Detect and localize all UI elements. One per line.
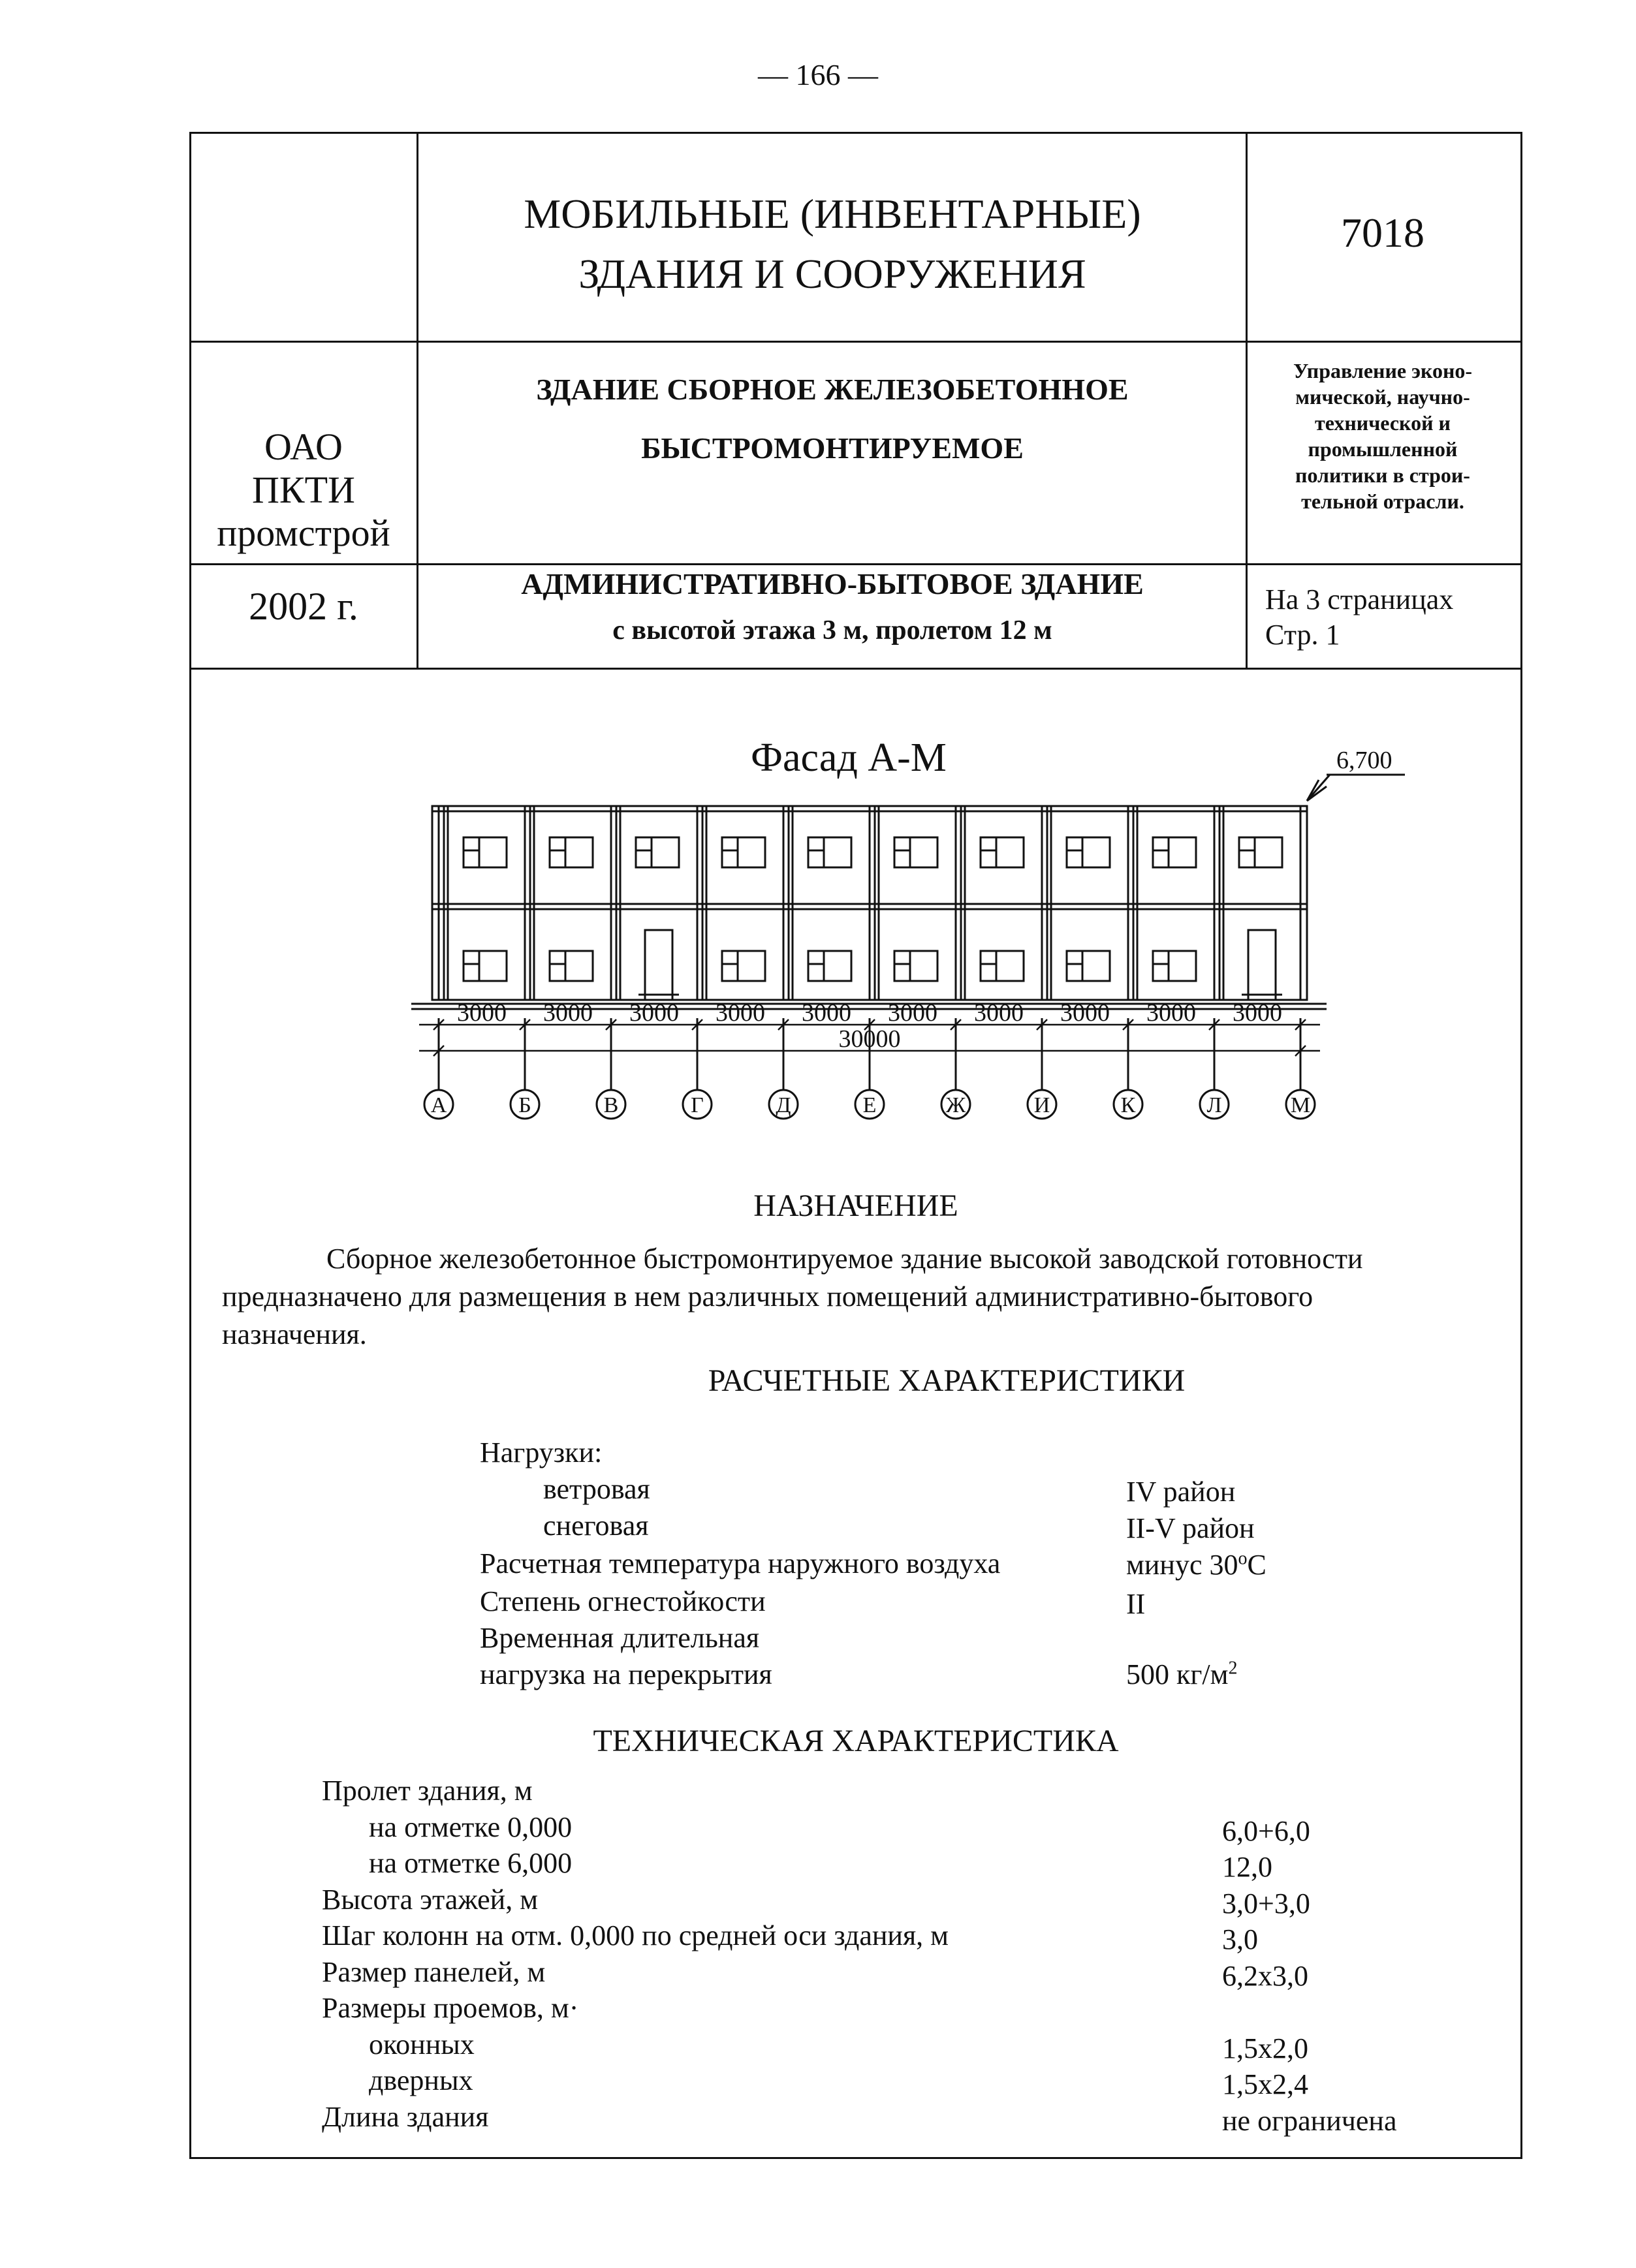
wind-label: ветровая <box>543 1473 650 1505</box>
page-number: — 166 — <box>758 58 878 91</box>
tech-row-value: 1,5x2,0 <box>1222 2032 1308 2064</box>
window <box>1067 837 1110 867</box>
tech-row-label: на отметке 6,000 <box>369 1847 573 1879</box>
org-line: ПКТИ <box>252 469 355 511</box>
door <box>1248 930 1276 1000</box>
purpose-line <box>222 1240 1515 1278</box>
title-block-divider <box>417 563 1520 565</box>
tech-heading: ТЕХНИЧЕСКАЯ ХАРАКТЕРИСТИКА <box>593 1724 1119 1758</box>
snow-label: снеговая <box>543 1510 649 1542</box>
bay-dimension: 3000 <box>543 999 593 1027</box>
series-title <box>418 184 1247 304</box>
tech-row-value: 3,0+3,0 <box>1222 1887 1310 1919</box>
tech-row-label: дверных <box>369 2064 473 2096</box>
fire-label: Степень огнестойкости <box>480 1585 766 1617</box>
ministry-line: Управление эконо- <box>1293 359 1473 382</box>
temp-label: Расчетная температура наружного воздуха <box>480 1547 1001 1579</box>
series-title-line: ЗДАНИЯ И СООРУЖЕНИЯ <box>578 251 1086 297</box>
window <box>722 837 765 867</box>
window <box>1153 837 1196 867</box>
window <box>1153 951 1196 981</box>
door <box>645 930 672 1000</box>
tech-row-value: 1,5x2,4 <box>1222 2068 1308 2100</box>
series-title-line: МОБИЛЬНЫЕ (ИНВЕНТАРНЫЕ) <box>524 191 1141 237</box>
page-index: Стр. 1 <box>1265 619 1340 651</box>
organization-name <box>191 426 417 555</box>
tech-row-value: 12,0 <box>1222 1851 1272 1883</box>
load-number: 500 кг/м <box>1126 1658 1229 1690</box>
title-block-divider <box>191 668 1520 670</box>
axis-label: А <box>430 1093 447 1117</box>
bay-dimension: 3000 <box>457 999 507 1027</box>
temp-number: минус 30 <box>1126 1549 1238 1581</box>
pages-info <box>1265 582 1453 653</box>
bay-dimension: 3000 <box>1060 999 1110 1027</box>
axis-label: Б <box>518 1093 531 1117</box>
window <box>808 837 851 867</box>
purpose-line: предназначено для размещения в нем различных помещений административно-бытового <box>222 1281 1314 1313</box>
ministry-line: технической и <box>1315 411 1451 435</box>
tech-row-value: 6,2x3,0 <box>1222 1959 1308 1992</box>
window <box>894 951 937 981</box>
tech-row-value: 6,0+6,0 <box>1222 1814 1310 1847</box>
subtitle-line: ЗДАНИЕ СБОРНОЕ ЖЕЛЕЗОБЕТОННОЕ <box>536 373 1129 406</box>
axis-label: К <box>1120 1093 1136 1117</box>
axis-label: М <box>1290 1093 1311 1117</box>
axis-label: Д <box>776 1093 791 1117</box>
design-heading: РАСЧЕТНЫЕ ХАРАКТЕРИСТИКИ <box>708 1363 1186 1398</box>
org-line: ОАО <box>264 426 343 468</box>
load-exponent: 2 <box>1228 1658 1238 1679</box>
year: 2002 г. <box>249 585 358 628</box>
fire-value: II <box>1126 1588 1146 1620</box>
axis-label: Л <box>1206 1093 1222 1117</box>
pages-count: На 3 страницах <box>1265 583 1454 615</box>
bay-dimension: 3000 <box>802 999 851 1027</box>
temp-unit: С <box>1247 1549 1266 1581</box>
window <box>894 837 937 867</box>
window <box>808 951 851 981</box>
window <box>636 837 679 867</box>
ministry-line: тельной отрасли. <box>1301 489 1464 513</box>
bay-dimension: 3000 <box>974 999 1024 1027</box>
tech-row-label: на отметке 0,000 <box>369 1810 573 1843</box>
bay-dimension: 3000 <box>1146 999 1196 1027</box>
ministry-line: политики в строи- <box>1295 463 1470 487</box>
window <box>464 951 507 981</box>
window <box>1239 837 1282 867</box>
title-block-divider <box>191 341 1520 343</box>
ministry-line: промышленной <box>1308 437 1458 461</box>
bay-dimension: 3000 <box>716 999 765 1027</box>
facade-drawing <box>189 724 1430 1129</box>
snow-value: II-V район <box>1126 1512 1255 1544</box>
total-dimension: 30000 <box>838 1025 901 1053</box>
tech-row-value: 3,0 <box>1222 1923 1258 1955</box>
org-line: промстрой <box>217 512 390 554</box>
building-title: АДМИНИСТРАТИВНО-БЫТОВОЕ ЗДАНИЕ <box>521 567 1144 600</box>
tech-row-label: Высота этажей, м <box>322 1883 539 1916</box>
building-subtitle: с высотой этажа 3 м, пролетом 12 м <box>612 615 1052 645</box>
temp-value: минус 30$^o$С <box>1126 1548 1266 1581</box>
long-load-label: нагрузка на перекрытия <box>480 1658 772 1690</box>
elevation-mark: 6,700 <box>1336 747 1392 774</box>
bay-dimension: 3000 <box>888 999 937 1027</box>
purpose-text <box>222 1240 1515 1354</box>
title-block-divider <box>191 563 417 565</box>
loads-label: Нагрузки: <box>480 1437 603 1468</box>
window <box>722 951 765 981</box>
axis-label: Г <box>691 1093 704 1117</box>
ministry-block <box>1244 358 1521 514</box>
bay-dimension: 3000 <box>629 999 679 1027</box>
window <box>464 837 507 867</box>
document-number: 7018 <box>1341 210 1424 256</box>
subtitle-line: БЫСТРОМОНТИРУЕМОЕ <box>641 431 1024 465</box>
axis-label: И <box>1033 1093 1050 1117</box>
axis-label: В <box>603 1093 619 1117</box>
tech-row-label: Длина здания <box>322 2100 489 2133</box>
facade-title: Фасад А-М <box>751 736 947 780</box>
tech-row-label: Размер панелей, м <box>322 1955 546 1988</box>
purpose-line: назначения. <box>222 1318 367 1350</box>
purpose-line-text: Сборное железобетонное быстромонтируемое здание высокой заводской готовности <box>326 1243 1363 1275</box>
tech-row-label: оконных <box>369 2028 475 2060</box>
tech-row-label: Размеры проемов, м· <box>322 1992 579 2024</box>
axis-label: Е <box>862 1093 877 1117</box>
tech-row-label: Шаг колонн на отм. 0,000 по средней оси здания, м <box>322 1919 949 1951</box>
window <box>1067 951 1110 981</box>
wind-value: IV район <box>1126 1476 1236 1508</box>
window <box>981 951 1024 981</box>
long-load-label: Временная длительная <box>480 1622 760 1654</box>
purpose-heading: НАЗНАЧЕНИЕ <box>753 1188 958 1223</box>
window <box>981 837 1024 867</box>
ministry-line: мической, научно- <box>1295 385 1470 409</box>
window <box>550 837 593 867</box>
long-load-value <box>1126 1658 1238 1691</box>
axis-label: Ж <box>945 1093 966 1117</box>
tech-row-value: не ограничена <box>1222 2104 1397 2137</box>
bay-dimension: 3000 <box>1233 999 1282 1027</box>
tech-row-label: Пролет здания, м <box>322 1775 533 1807</box>
window <box>550 951 593 981</box>
